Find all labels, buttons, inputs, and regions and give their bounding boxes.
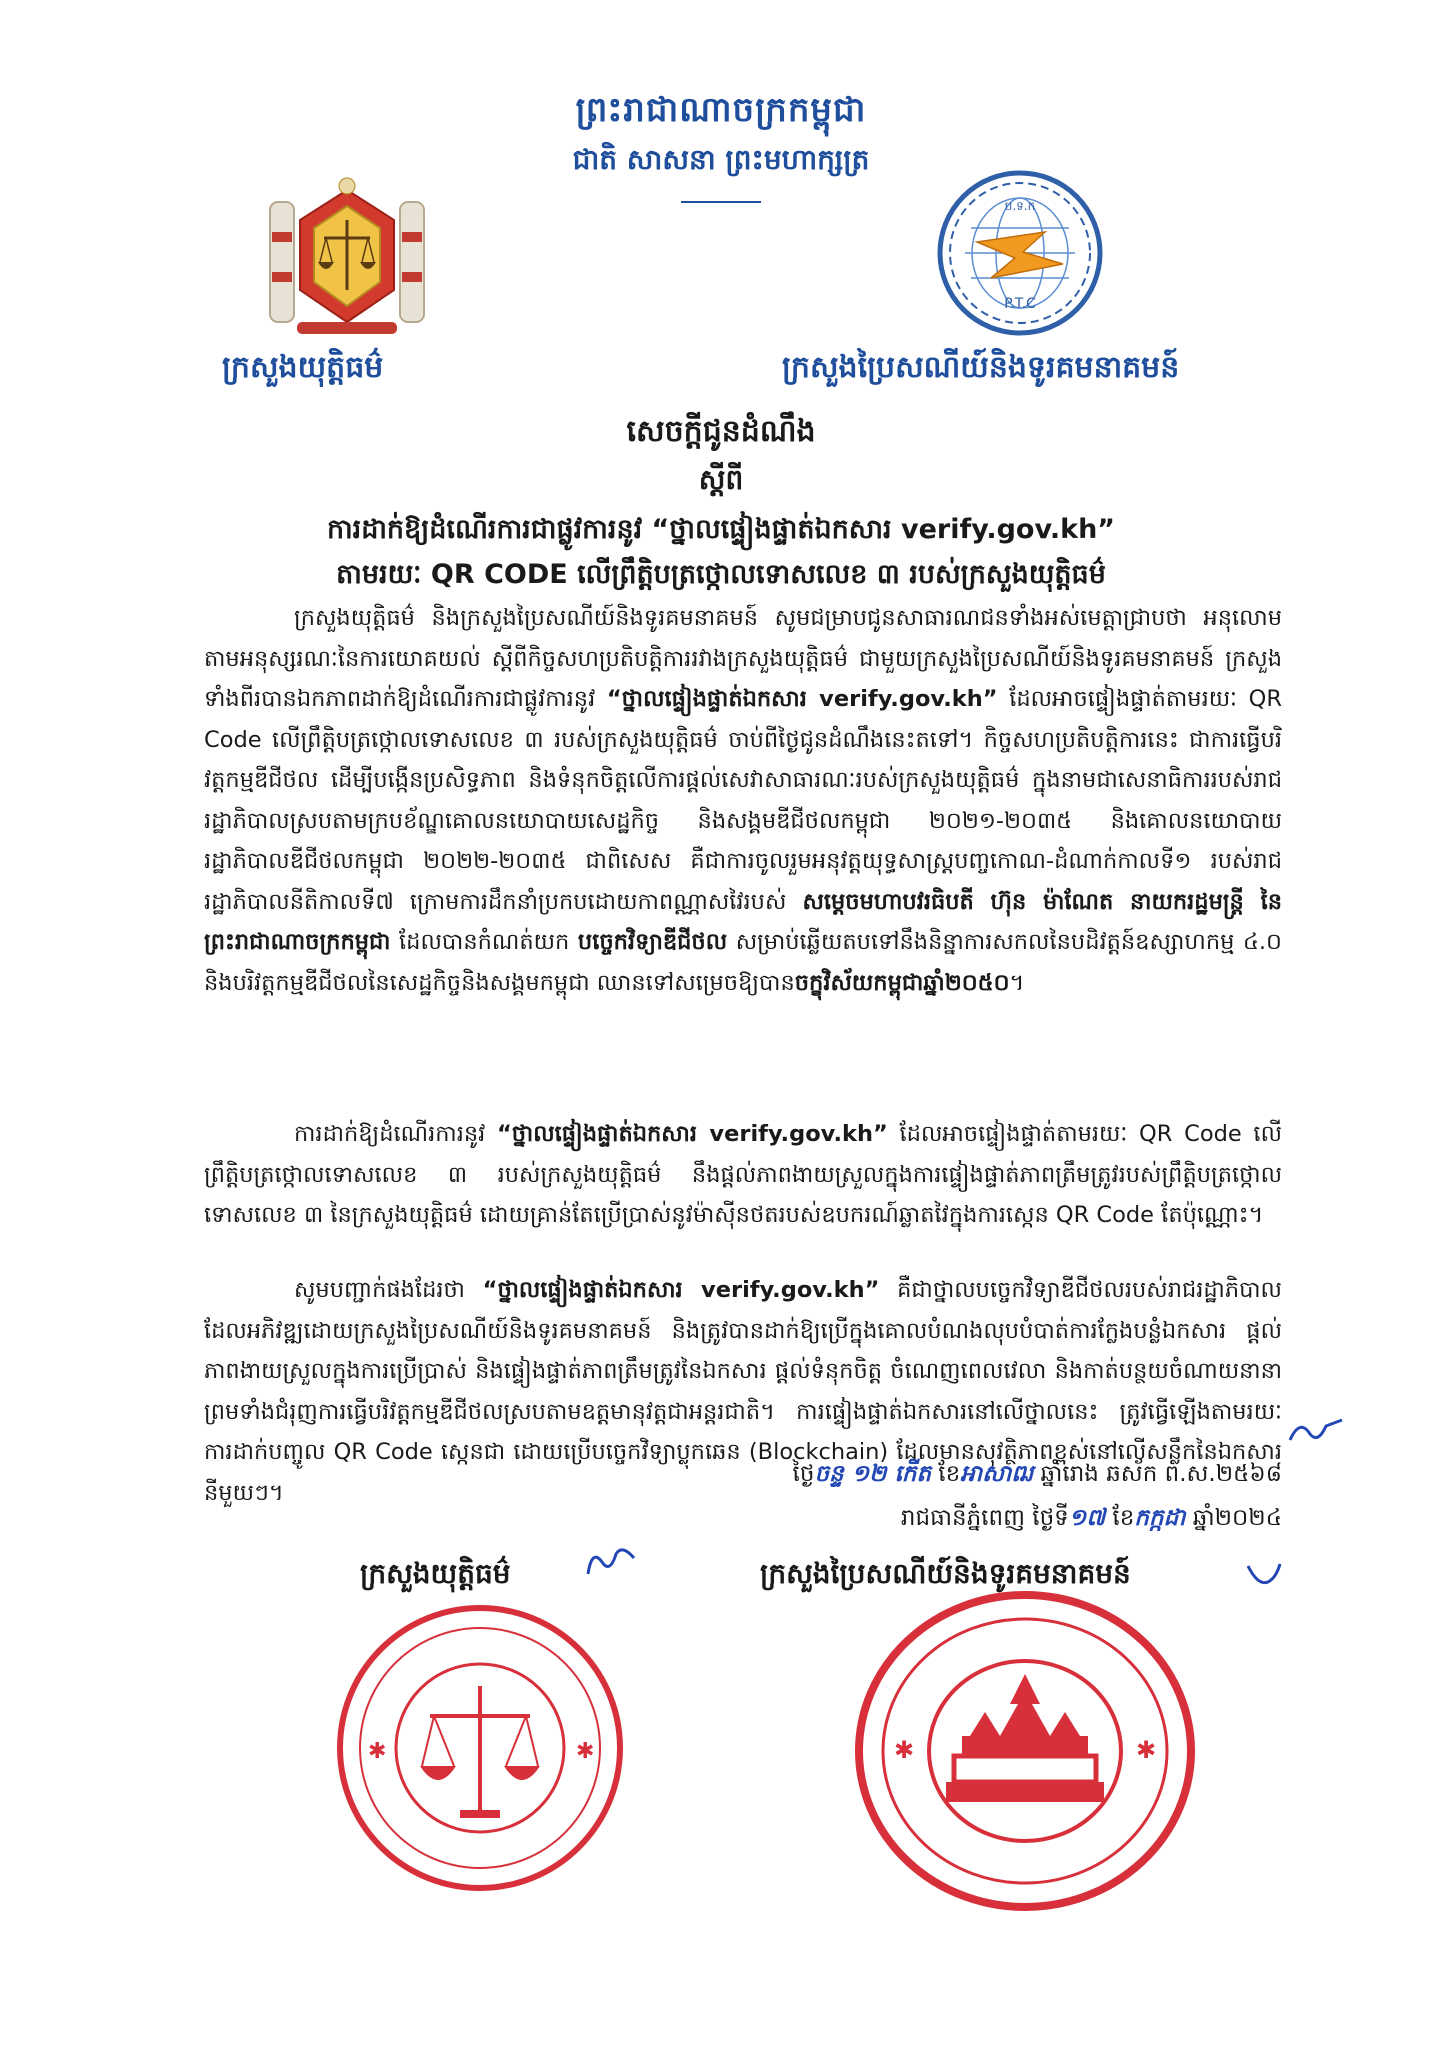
paragraph-1-text-c: ដែលអាចផ្ទៀងផ្ទាត់តាមរយៈ QR Code លើព្រឹត្តិបត្រថ្កោលទោសលេខ ៣ របស់ក្រសួងយុត្តិធម៌ ចាប់ពីថ្ងៃជូនដំណឹងនេះតទៅ។ កិច្ចសហប្រតិបត្តិការនេះ ជាការធ្វើបរិវត្តកម្មឌីជីថល ដើម្បីបង្កើនប្រសិទ្ធភាព និងទំនុកចិត្តលើការផ្តល់សេវាសាធារណៈរបស់ក្រសួងយុត្តិធម៌ ក្នុងនាមជាសេនាធិការរបស់រាជរដ្ឋាភិបាលស្របតាមក្របខ័ណ្ឌគោលនយោបាយសេដ្ឋកិច្ច និងសង្គមឌីជីថលកម្ពុជា ២០២១-២០៣៥ និងគោលនយោបាយរដ្ឋាភិបាលឌីជីថលកម្ពុជា ២០២២-២០៣៥ ជាពិសេស គឺជាការចូលរួមអនុវត្តយុទ្ធសាស្ត្របញ្ចកោណ-ដំណាក់កាលទី១ របស់រាជរដ្ឋាភិបាលនីតិកាលទី៧ ក្រោមការដឹកនាំប្រកបដោយកាពណ្ណាសវៃរបស់: [204, 686, 1282, 915]
signature-ptc-label: ក្រសួងប្រៃសណីយ៍និងទូរគមនាគមន៍: [760, 1557, 1131, 1590]
ptc-seal-icon: [850, 1586, 1200, 1916]
svg-text:✱: ✱: [368, 1739, 387, 1764]
vision-2050-term: ចក្ខុវិស័យកម្ពុជាឆ្នាំ២០៥០: [794, 969, 1010, 996]
notice-subject-label: ស្តីពី: [698, 463, 744, 496]
paragraph-1-text-e: ដែលបានកំណត់យក: [390, 929, 578, 955]
signature-initial-left-icon: [582, 1540, 642, 1584]
paragraph-initial-icon: [1286, 1414, 1346, 1450]
lunar-date-mid: ខែ: [930, 1461, 961, 1487]
ptc-emblem-top-text: ប.ទ.ក: [1004, 199, 1036, 213]
ministry-justice-label: ក្រសួងយុត្តិធម៌: [222, 350, 384, 385]
ptc-emblem-text: P.T.C: [1004, 296, 1036, 312]
paragraph-3-text-a: សូមបញ្ជាក់ផងដែរថា: [294, 1277, 483, 1303]
paragraph-1-text-a: ក្រសួងយុត្តិធម៌ និងក្រសួងប្រៃសណីយ៍និងទូរគមនាគមន៍ សូមជម្រាបជូនសាធារណជនទាំងអស់មេត្តាជ្រាបថា អនុលោមតាមអនុស្សរណៈនៃការយោគយល់ ស្តីពីកិច្ចសហប្រតិបត្តិការរវាងក្រសួងយុត្តិធម៌ ជាមួយក្រសួងប្រៃសណីយ៍និងទូរគមនាគមន៍ ក្រសួងទាំងពីរបានឯកភាពដាក់ឱ្យដំណើរការជាផ្លូវការនូវ: [204, 605, 1282, 712]
platform-name: “ថ្នាលផ្ទៀងផ្ទាត់ឯកសារ verify.gov.kh”: [606, 686, 998, 712]
civil-date-suffix: ឆ្នាំ២០២៤: [1185, 1505, 1282, 1531]
digital-technology-term: បច្ចេកវិទ្យាឌីជីថល: [577, 929, 728, 955]
justice-seal-icon: [330, 1598, 630, 1898]
civil-date-prefix: រាជធានីភ្នំពេញ ថ្ងៃទី: [900, 1505, 1069, 1531]
lunar-date-suffix: ឆ្នាំរោង ឆស័ក ព.ស.២៥៦៨: [1033, 1461, 1282, 1487]
civil-day-handwritten: ១៧: [1068, 1505, 1106, 1531]
civil-month-handwritten: កក្កដា: [1134, 1505, 1186, 1531]
paragraph-2-text-c: ដែលអាចផ្ទៀងផ្ទាត់តាមរយៈ QR Code លើព្រឹត្តិបត្រថ្កោលទោសលេខ ៣ របស់ក្រសួងយុត្តិធម៌ នឹងផ្តល់ភាពងាយស្រួលក្នុងការផ្ទៀងផ្ទាត់ភាពត្រឹមត្រូវរបស់ព្រឹត្តិបត្រថ្កោលទោសលេខ ៣ នៃក្រសួងយុត្តិធម៌ ដោយគ្រាន់តែប្រើប្រាស់នូវម៉ាស៊ីនថតរបស់ឧបករណ៍ឆ្លាតវៃក្នុងការស្កេន QR Code តែប៉ុណ្ណោះ។: [204, 1121, 1282, 1228]
lunar-day-handwritten: ចន្ទ ១២ កើត: [814, 1461, 931, 1487]
svg-text:✱: ✱: [576, 1739, 595, 1764]
lunar-date: [0, 1460, 1282, 1493]
kingdom-header: [0, 88, 1442, 203]
paragraph-2: [204, 1114, 1282, 1236]
paragraph-3-text-c: គឺជាថ្នាលបច្ចេកវិទ្យាឌីជីថលរបស់រាជរដ្ឋាភិបាល ដែលអភិវឌ្ឍដោយក្រសួងប្រៃសណីយ៍និងទូរគមនាគមន៍ និងត្រូវបានដាក់ឱ្យប្រើក្នុងគោលបំណងលុបបំបាត់ការក្លែងបន្លំឯកសារ ផ្តល់ភាពងាយស្រួលក្នុងការប្រើប្រាស់ និងផ្ទៀងផ្ទាត់ភាពត្រឹមត្រូវនៃឯកសារ ផ្តល់ទំនុកចិត្ត ចំណេញពេលវេលា និងកាត់បន្ថយចំណាយនានា ព្រមទាំងជំរុញការធ្វើបរិវត្តកម្មឌីជីថលស្របតាមឧត្តមានុវត្តជាអន្តរជាតិ។ ការផ្ទៀងផ្ទាត់ឯកសារនៅលើថ្នាលនេះ ត្រូវធ្វើឡើងតាមរយៈការដាក់បញ្ចូល QR Code ស្កេនជា ដោយប្រើបច្ចេកវិទ្យាប្លុកឆេន (Blockchain) ដែលមានសុវត្ថិភាពខ្ពស់នៅលើសន្លឹកនៃឯកសារនីមួយៗ។: [204, 1277, 1282, 1506]
lunar-month-handwritten: អាសាឍ: [960, 1461, 1034, 1487]
signature-initial-right-icon: [1244, 1554, 1284, 1594]
kingdom-motto: ជាតិ សាសនា ព្រះមហាក្សត្រ: [572, 143, 870, 176]
ptc-emblem-icon: [935, 168, 1105, 338]
signature-justice-label: ក្រសួងយុត្តិធម៌: [360, 1557, 511, 1590]
notice-subject-line2: តាមរយៈ QR CODE លើព្រឹត្តិបត្រថ្កោលទោសលេខ ៣ របស់ក្រសួងយុត្តិធម៌: [336, 559, 1106, 590]
platform-name: “ថ្នាលផ្ទៀងផ្ទាត់ឯកសារ verify.gov.kh”: [497, 1121, 888, 1147]
svg-text:✱: ✱: [1136, 1736, 1157, 1764]
svg-text:✱: ✱: [894, 1736, 915, 1764]
civil-date: [0, 1504, 1282, 1537]
paragraph-1-text-i: ។: [1009, 969, 1025, 996]
ministry-ptc-label: ក្រសួងប្រៃសណីយ៍និងទូរគមនាគមន៍: [782, 350, 1180, 385]
paragraph-1-text-g: សម្រាប់ឆ្លើយតបទៅនឹងនិន្នាការសកលនៃបដិវត្តន៍ឧស្សាហកម្ម ៤.០ និងបរិវត្តកម្មឌីជីថលនៃសេដ្ឋកិច្ចនិងសង្គមកម្ពុជា ឈានទៅសម្រេចឱ្យបាន: [204, 929, 1282, 996]
notice-subject-line1: ការដាក់ឱ្យដំណើរការជាផ្លូវការនូវ “ថ្នាលផ្ទៀងផ្ទាត់ឯកសារ verify.gov.kh”: [326, 514, 1116, 545]
civil-date-mid: ខែ: [1105, 1505, 1135, 1531]
platform-name: “ថ្នាលផ្ទៀងផ្ទាត់ឯកសារ verify.gov.kh”: [482, 1277, 880, 1303]
justice-emblem-icon: [262, 172, 432, 340]
header-divider: [681, 201, 761, 203]
notice-heading: [0, 412, 1442, 597]
notice-title: សេចក្តីជូនដំណឹង: [626, 414, 816, 449]
prime-minister-name: សម្តេចមហាបវរធិបតី ហ៊ុន ម៉ាណែត នាយករដ្ឋមន្ត្រី នៃព្រះរាជាណាចក្រកម្ពុជា: [204, 888, 1282, 955]
paragraph-1: [204, 598, 1282, 1003]
kingdom-title: ព្រះរាជាណាចក្រកម្ពុជា: [575, 90, 867, 130]
paragraph-2-text-a: ការដាក់ឱ្យដំណើរការនូវ: [294, 1121, 497, 1147]
lunar-date-prefix: ថ្ងៃ: [792, 1461, 815, 1487]
